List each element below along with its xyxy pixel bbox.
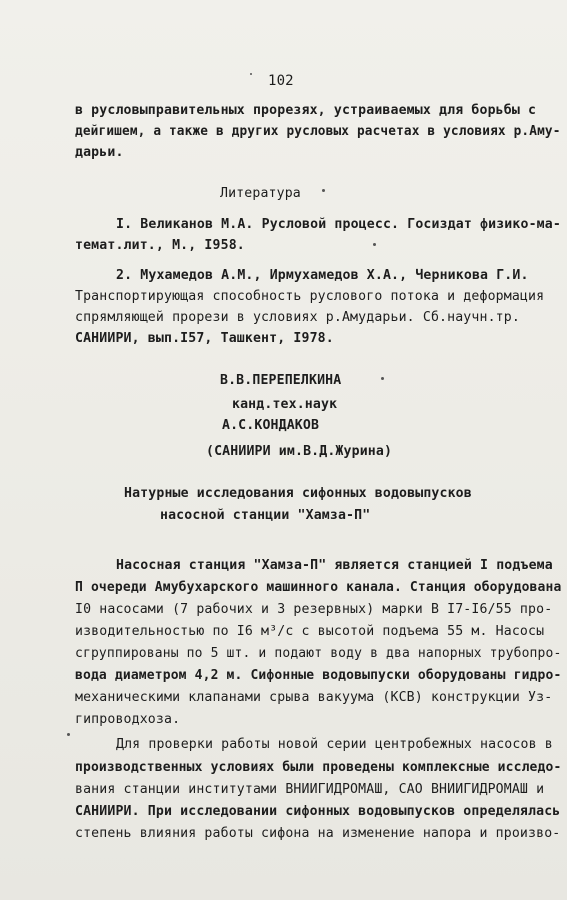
scan-speck [322, 189, 325, 192]
body-line: вода диаметром 4,2 м. Сифонные водовыпуски оборудованы гидро- [75, 668, 562, 683]
scan-speck [381, 377, 384, 380]
body-line: сгруппированы по 5 шт. и подают воду в два напорных трубопро- [75, 646, 562, 661]
body-line: Насосная станция "Хамза-П" является станцией I подъема [116, 558, 553, 573]
reference-item-2: САНИИРИ, вып.I57, Ташкент, I978. [75, 331, 334, 346]
scan-speck [250, 73, 252, 75]
intro-line: дарьи. [75, 145, 124, 160]
author-affiliation: (САНИИРИ им.В.Д.Журина) [206, 444, 393, 459]
references-heading: Литература [220, 186, 301, 201]
author-name: В.В.ПЕРЕПЕЛКИНА [220, 373, 342, 388]
body-line: изводительностью по I6 м³/с с высотой подъема 55 м. Насосы [75, 624, 545, 639]
reference-item-2: 2. Мухамедов А.М., Ирмухамедов Х.А., Черникова Г.И. [116, 268, 529, 283]
article-title: насосной станции "Хамза-П" [160, 508, 371, 523]
intro-line: в русловыправительных прорезях, устраиваемых для борьбы с [75, 103, 537, 118]
scan-speck [67, 733, 70, 736]
reference-item-2: Транспортирующая способность руслового потока и деформация [75, 289, 545, 304]
body-line: производственных условиях были проведены комплексные исследо- [75, 760, 562, 775]
body-line: вания станции институтами ВНИИГИДРОМАШ, САО ВНИИГИДРОМАШ и [75, 782, 545, 797]
author-name: А.С.КОНДАКОВ [222, 418, 320, 433]
reference-item-2: спрямляющей прорези в условиях р.Амударьи. Сб.научн.тр. [75, 310, 520, 325]
body-line: П очереди Амубухарского машинного канала. Станция оборудована [75, 580, 562, 595]
body-line: механическими клапанами срыва вакуума (КСВ) конструкции Уз- [75, 690, 553, 705]
author-degree: канд.тех.наук [232, 397, 338, 412]
article-title: Натурные исследования сифонных водовыпусков [124, 486, 472, 501]
scan-speck [373, 243, 376, 246]
intro-line: дейгишем, а также в других русловых расчетах в условиях р.Аму- [75, 124, 561, 139]
reference-item-1: темат.лит., М., I958. [75, 238, 245, 253]
body-line: САНИИРИ. При исследовании сифонных водовыпусков определялась [75, 804, 561, 819]
body-line: Для проверки работы новой серии центробежных насосов в [116, 737, 553, 752]
page-number: 102 [268, 73, 294, 89]
body-line: степень влияния работы сифона на изменение напора и произво- [75, 826, 561, 841]
body-line: гипроводхоза. [75, 712, 181, 727]
reference-item-1: I. Великанов М.А. Русловой процесс. Госиздат физико-ма- [116, 217, 561, 232]
body-line: I0 насосами (7 рабочих и 3 резервных) марки В I7-I6/55 про- [75, 602, 553, 617]
